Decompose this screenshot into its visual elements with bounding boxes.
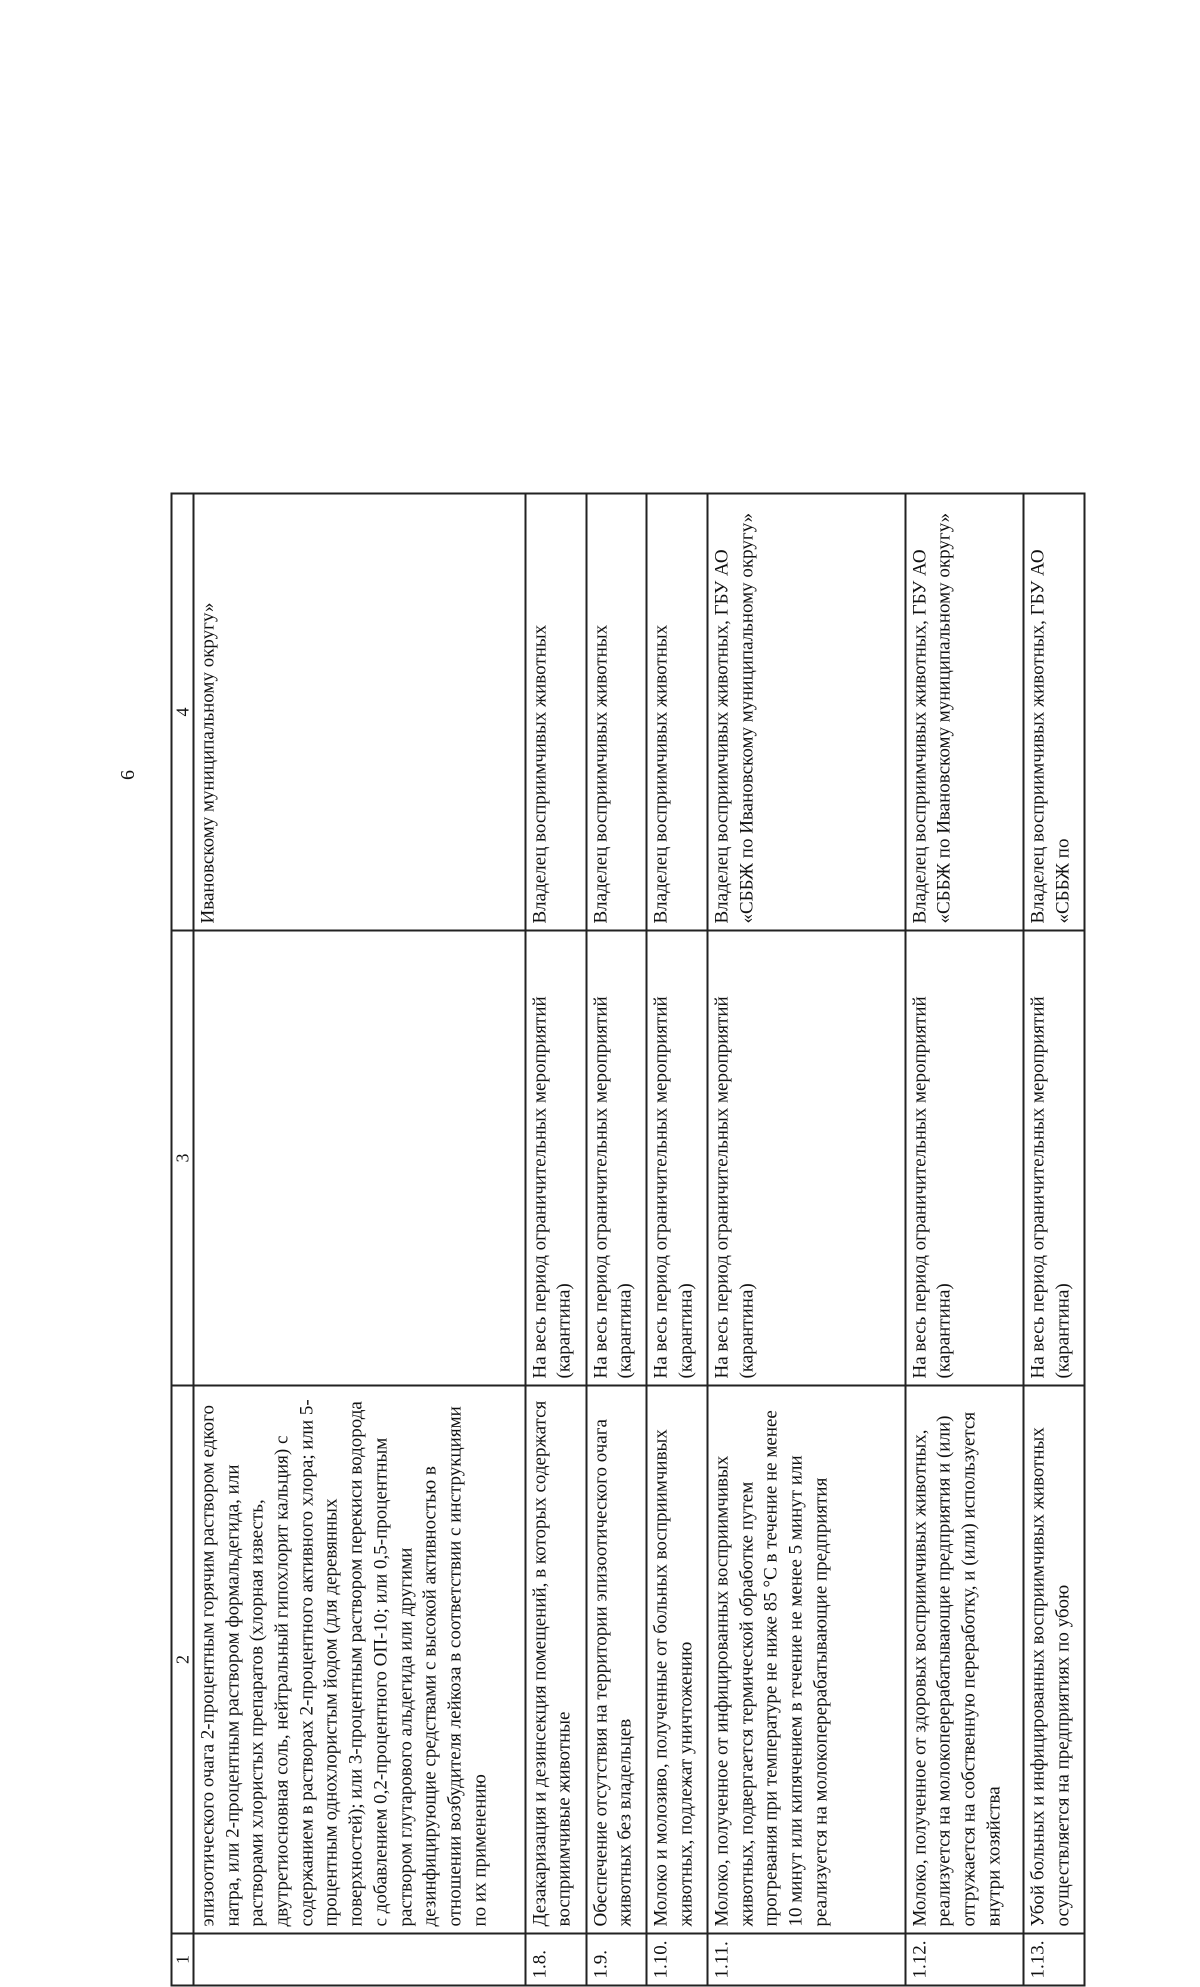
- column-header-4: 4: [172, 494, 194, 931]
- responsible-cell: Ивановскому муниципальному округу»: [194, 494, 526, 931]
- table-row: [647, 494, 708, 1986]
- row-number: 1.11.: [708, 1934, 906, 1986]
- measure-cell: Молоко и молозиво, полученные от больных восприимчивых животных, подлежат уничтожению: [647, 1386, 708, 1934]
- period-cell: На весь период ограничительных мероприятий (карантина): [525, 931, 586, 1386]
- table-row: [586, 494, 647, 1986]
- responsible-cell: Владелец восприимчивых животных: [647, 494, 708, 931]
- column-header-3: 3: [172, 931, 194, 1386]
- table-row: [194, 494, 526, 1986]
- rotated-table-container: [171, 495, 1086, 1987]
- page-number: 6: [117, 770, 139, 780]
- measure-cell: Убой больных и инфицированных восприимчивых животных осуществляется на предприятиях по убою: [1024, 1386, 1085, 1934]
- measure-cell: Дезакаризация и дезинсекция помещений, в которых содержатся восприимчивые животные: [525, 1386, 586, 1934]
- row-number: 1.9.: [586, 1934, 647, 1986]
- responsible-cell: Владелец восприимчивых животных, ГБУ АО «СББЖ по Ивановскому муниципальному округу»: [708, 494, 906, 931]
- row-number: [194, 1934, 526, 1986]
- table-row: [905, 494, 1024, 1986]
- measures-table: [171, 493, 1086, 1987]
- table-header-row: [172, 494, 194, 1986]
- row-number: 1.12.: [905, 1934, 1024, 1986]
- row-number: 1.8.: [525, 1934, 586, 1986]
- period-cell: На весь период ограничительных мероприятий (карантина): [586, 931, 647, 1386]
- measure-cell: Обеспечение отсутствия на территории эпизоотического очага животных без владельцев: [586, 1386, 647, 1934]
- period-cell: На весь период ограничительных мероприятий (карантина): [905, 931, 1024, 1386]
- period-cell: На весь период ограничительных мероприятий (карантина): [1024, 931, 1085, 1386]
- period-cell: На весь период ограничительных мероприятий (карантина): [708, 931, 906, 1386]
- responsible-cell: Владелец восприимчивых животных, ГБУ АО «СББЖ по: [1024, 494, 1085, 931]
- row-number: 1.10.: [647, 1934, 708, 1986]
- column-header-2: 2: [172, 1386, 194, 1934]
- table-row: [708, 494, 906, 1986]
- table-row: [1024, 494, 1085, 1986]
- table-row: [525, 494, 586, 1986]
- responsible-cell: Владелец восприимчивых животных: [525, 494, 586, 931]
- measure-cell: Молоко, полученное от инфицированных восприимчивых животных, подвергается термической обработке путем прогревания при температуре не ниже 85 °С в течение не менее 10 минут или кипячением в течение не менее 5 минут или реализуется на молокоперерабатывающие предприятия: [708, 1386, 906, 1934]
- row-number: 1.13.: [1024, 1934, 1085, 1986]
- period-cell: На весь период ограничительных мероприятий (карантина): [647, 931, 708, 1386]
- period-cell: [194, 931, 526, 1386]
- measure-cell: Молоко, полученное от здоровых восприимчивых животных, реализуется на молокоперерабатывающие предприятия и (или) отгружается на собственную переработку, и (или) используется внутри хозяйства: [905, 1386, 1024, 1934]
- column-header-1: 1: [172, 1934, 194, 1986]
- measure-cell: эпизоотического очага 2-процентным горячим раствором едкого натра, или 2-процентным раствором формальдегида, или растворами хлористых препаратов (хлорная известь, двутретиосновная соль, нейтральный гипохлорит кальция) с содержанием в растворах 2-процентного активного хлора; или 5-процентным однохлористым йодом (для деревянных поверхностей); или 3-процентным раствором перекиси водорода с добавлением 0,2-процентного ОП-10; или 0,5-процентным раствором глутарового альдегида или другими дезинфицирующие средствами с высокой активностью в отношении возбудителя лейкоза в соответствии с инструкциями по их применению: [194, 1386, 526, 1934]
- responsible-cell: Владелец восприимчивых животных: [586, 494, 647, 931]
- responsible-cell: Владелец восприимчивых животных, ГБУ АО «СББЖ по Ивановскому муниципальному округу»: [905, 494, 1024, 931]
